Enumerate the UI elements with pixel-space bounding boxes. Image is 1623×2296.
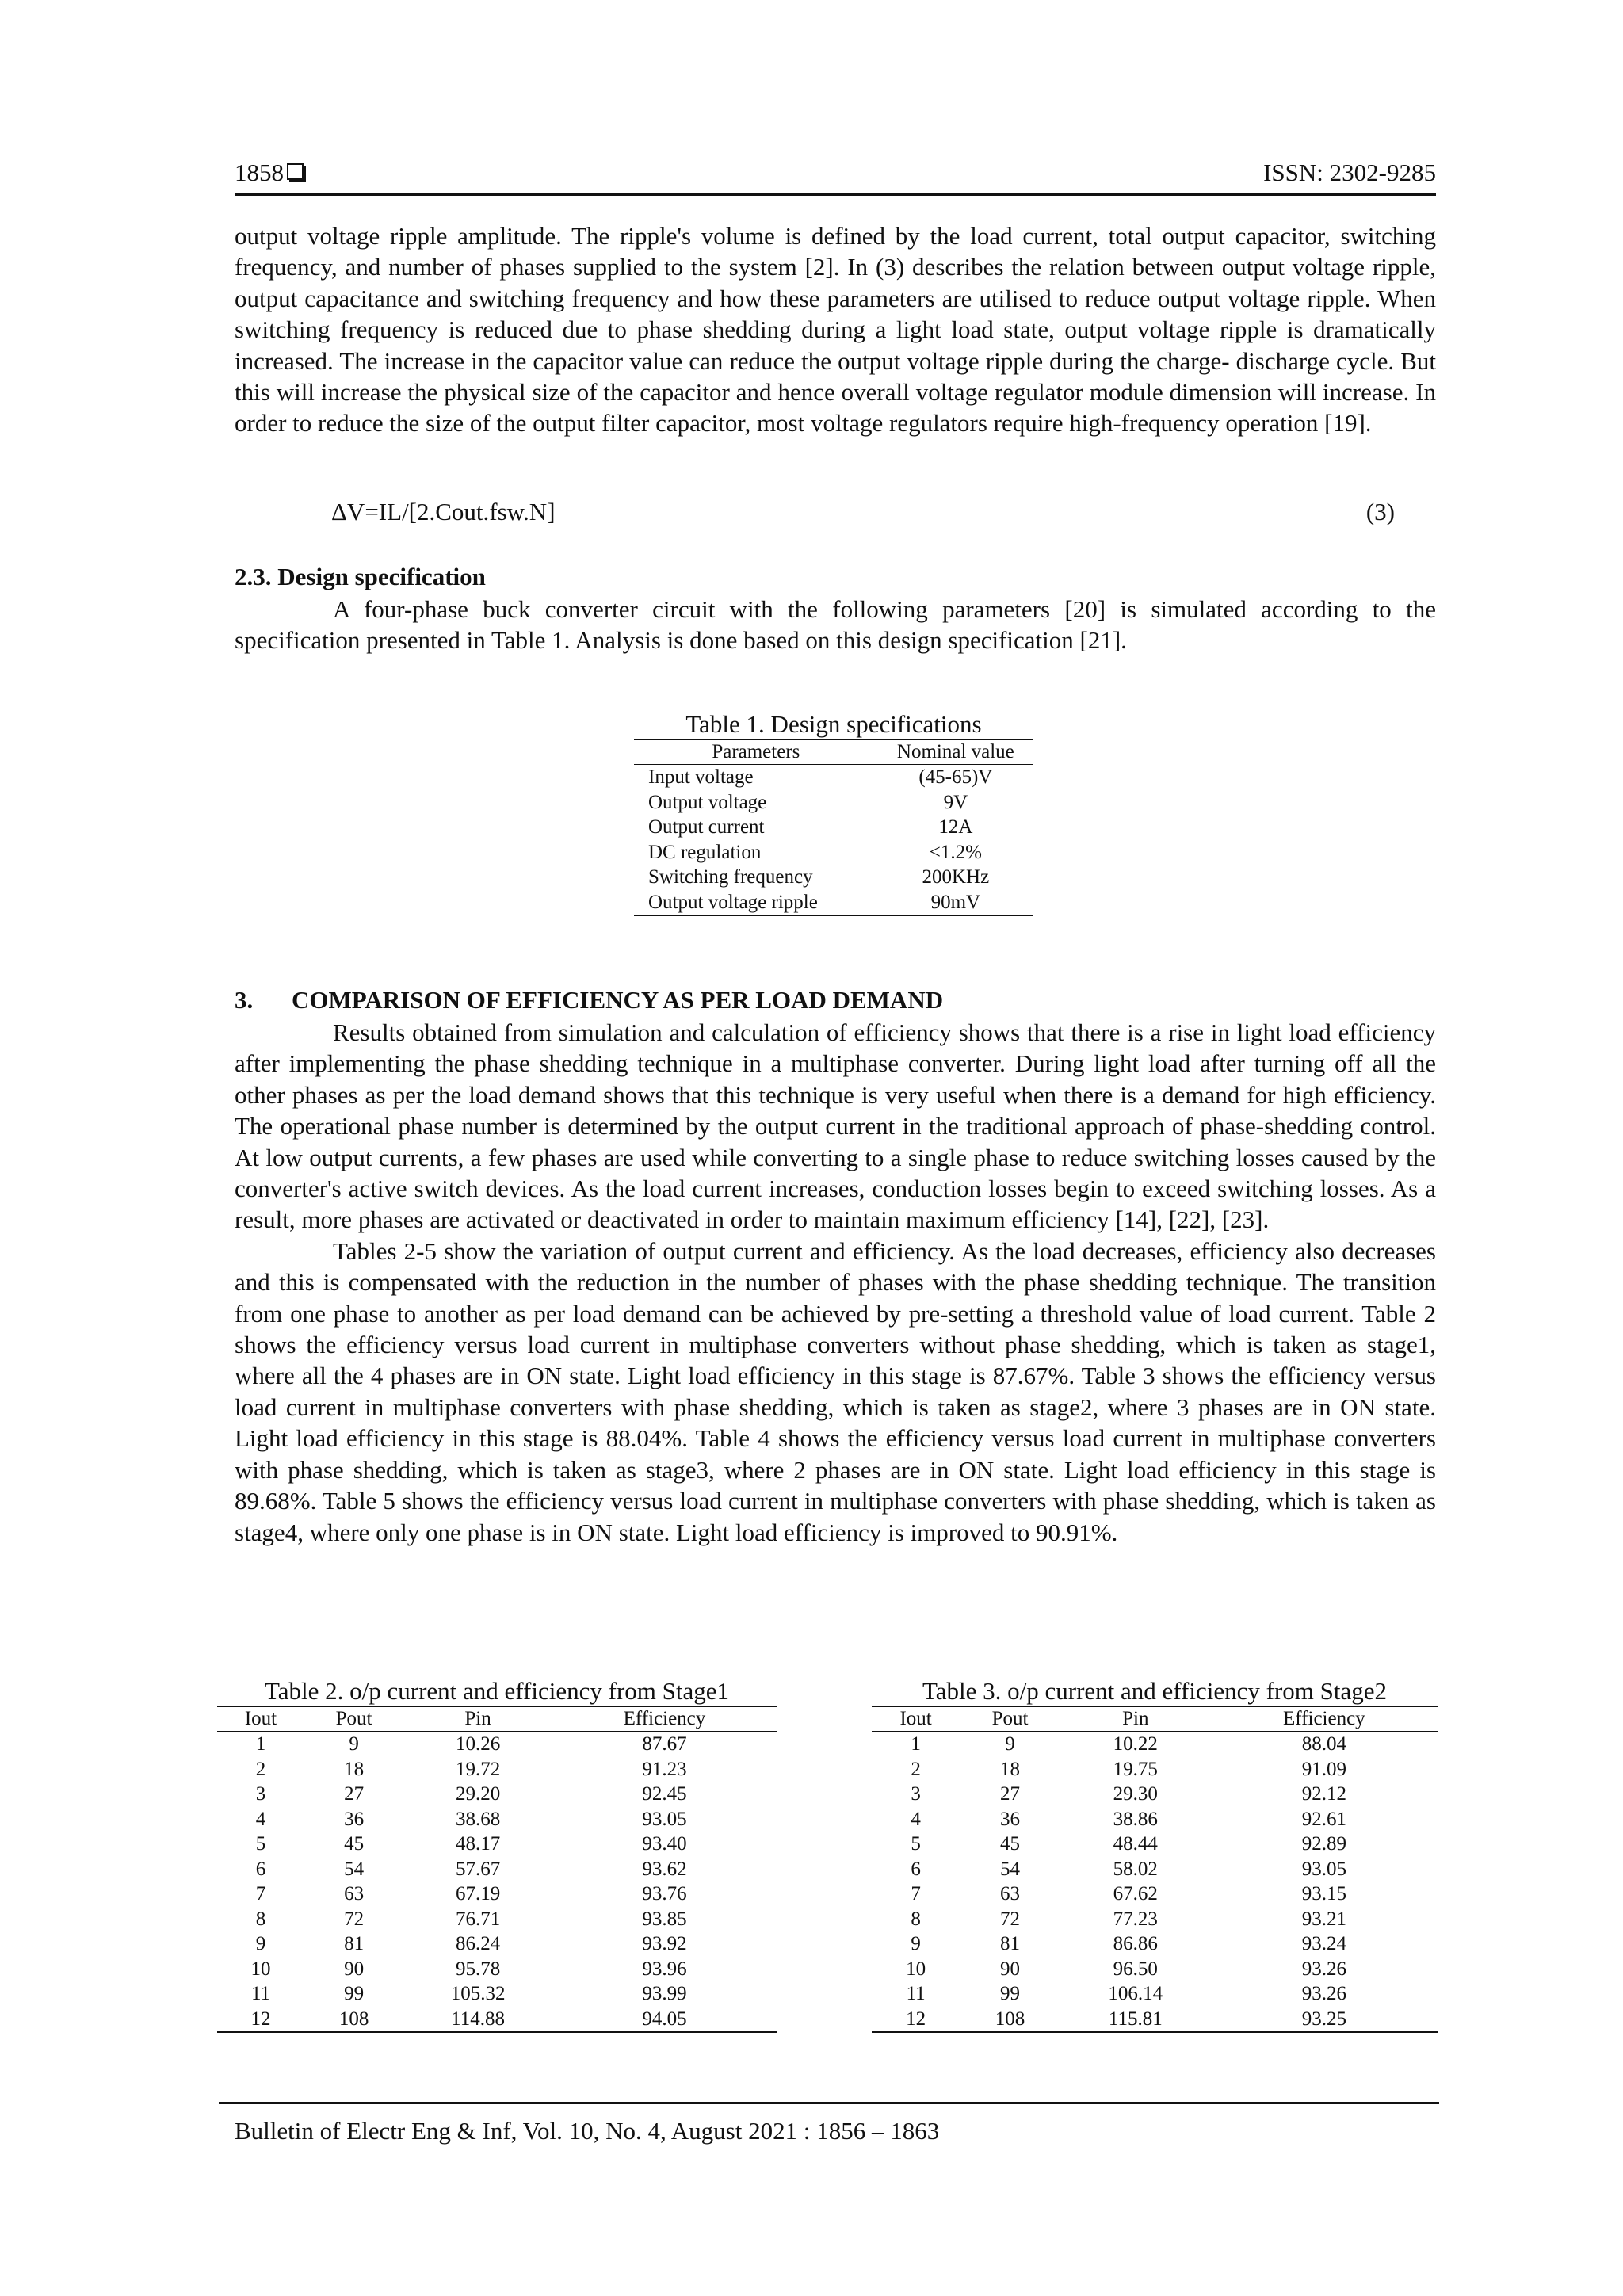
table-row: 11 99 105.32 93.99 [250, 1983, 687, 2004]
table-row: 8 72 77.23 93.21 [911, 1908, 1346, 1930]
section-3-heading [235, 986, 943, 1014]
square-icon [287, 163, 304, 180]
column-header: Parameters [634, 739, 878, 765]
page-header [235, 155, 1436, 196]
table-row: 8 72 76.71 93.85 [255, 1908, 687, 1930]
section-2-3-paragraph: A four-phase buck converter circuit with the following parameters [20] is simulated according to the specification presented in Table 1. Analysis is done based on this design specification [21]. [235, 595, 1436, 655]
equation-number: (3) [1365, 498, 1395, 525]
table-2 [217, 1677, 777, 2033]
table-row: 9 81 86.24 93.92 [255, 1933, 687, 1954]
section-3-paragraph-1: Results obtained from simulation and calculation of efficiency shows that there is a rise in light load efficiency after implementing the phase shedding technique in a multiphase converter. During light load after turning off all the other phases as per the load demand shows that this technique is very useful when there is a demand for high efficiency. The operational phase number is determined by the output current in the traditional approach of phase-shedding control. At low output currents, a few phases are used while converting to a single phase to reduce switching losses caused by the converter's active switch devices. As the load current increases, conduction losses begin to exceed switching losses. As a result, more phases are activated or deactivated in order to maintain maximum efficiency [14], [22], [23]. [235, 1018, 1436, 1234]
table-row: 5 45 48.44 92.89 [911, 1833, 1346, 1855]
column-header: Pout [304, 1706, 403, 1732]
table-row: 5 45 48.17 93.40 [255, 1833, 687, 1855]
table-row: 9 81 86.86 93.24 [911, 1933, 1346, 1954]
table-2-grid [217, 1706, 777, 2033]
table-1 [634, 710, 1033, 916]
table-row: 12 108 114.88 94.05 [250, 2008, 687, 2030]
table-row: DC regulation <1.2% [648, 841, 982, 863]
table-3 [872, 1677, 1438, 2033]
section-3-body [235, 1017, 1436, 1548]
table-row: 6 54 58.02 93.05 [911, 1858, 1346, 1880]
table-row: Input voltage (45-65)V [648, 766, 993, 788]
column-header: Nominal value [878, 739, 1033, 765]
page-number: 1858 [235, 159, 304, 187]
column-header: Pout [960, 1706, 1060, 1732]
table-row: 12 108 115.81 93.25 [906, 2008, 1346, 2030]
section-3-paragraph-2: Tables 2-5 show the variation of output current and efficiency. As the load decreases, efficiency also decreases and this is compensated with the reduction in the number of phases with the phase shedding technique. The transition from one phase to another as per load demand can be achieved by pre-setting a threshold value of load current. Table 2 shows the efficiency versus load current in multiphase converters without phase shedding, which is taken as stage1, where all the 4 phases are in ON state. Light load efficiency in this stage is 87.67%. Table 3 shows the efficiency versus load current in multiphase converters with phase shedding, which is taken as stage2, where 3 phases are in ON state. Light load efficiency in this stage is 88.04%. Table 4 shows the efficiency versus load current in multiphase converters with phase shedding, which is taken as stage3, where 2 phases are in ON state. Light load efficiency in this stage is 89.68%. Table 5 shows the efficiency versus load current in multiphase converters with phase shedding, which is taken as stage4, where only one phase is in ON state. Light load efficiency is improved to 90.91%. [235, 1236, 1436, 1546]
table-row: 4 36 38.68 93.05 [255, 1808, 687, 1830]
section-title: COMPARISON OF EFFICIENCY AS PER LOAD DEMAND [292, 986, 944, 1014]
table-3-caption: Table 3. o/p current and efficiency from Stage2 [922, 1677, 1388, 1705]
table-row: 1 9 10.22 88.04 [911, 1733, 1346, 1755]
table-row: 6 54 57.67 93.62 [255, 1858, 687, 1880]
table-row: 3 27 29.20 92.45 [255, 1783, 687, 1805]
table-1-caption: Table 1. Design specifications [685, 710, 982, 738]
section-number: 3. [235, 986, 254, 1014]
table-2-caption: Table 2. o/p current and efficiency from Stage1 [264, 1677, 730, 1705]
table-row: 3 27 29.30 92.12 [911, 1783, 1346, 1805]
table-row: 2 18 19.75 91.09 [911, 1758, 1346, 1780]
table-row: Output voltage 9V [648, 791, 968, 813]
column-header: Iout [872, 1706, 960, 1732]
intro-paragraph: output voltage ripple amplitude. The ripple's volume is defined by the load current, total output capacitor, switching frequency, and number of phases supplied to the system [2]. In (3) describes the relation between output voltage ripple, output capacitance and switching frequency and how these parameters are utilised to reduce output voltage ripple. When switching frequency is reduced due to phase shedding during a light load state, output voltage ripple is dramatically increased. The increase in the capacitor value can reduce the output voltage ripple during the charge- discharge cycle. But this will increase the physical size of the capacitor and hence overall voltage regulator module dimension will increase. In order to reduce the size of the output filter capacitor, most voltage regulators require high-frequency operation [19]. [235, 222, 1436, 437]
page-footer [219, 2102, 1439, 2145]
table-row: Switching frequency 200KHz [648, 866, 990, 888]
table-3-grid [872, 1706, 1438, 2033]
column-header: Pin [403, 1706, 552, 1732]
table-row: 11 99 106.14 93.26 [906, 1983, 1346, 2004]
equation-3 [331, 498, 1395, 526]
section-2-3-heading: 2.3. Design specification [235, 563, 486, 590]
column-header: Iout [217, 1706, 304, 1732]
table-row: Output voltage ripple 90mV [648, 891, 981, 913]
equation-text: ΔV=IL/[2.Cout.fsw.N] [331, 498, 556, 525]
issn: ISSN: 2302-9285 [1263, 159, 1436, 186]
table-1-grid [634, 739, 1033, 916]
table-row: 10 90 96.50 93.26 [906, 1958, 1346, 1980]
table-row: Output current 12A [648, 816, 973, 838]
column-header: Efficiency [1211, 1706, 1438, 1732]
column-header: Efficiency [552, 1706, 777, 1732]
table-row: 1 9 10.26 87.67 [255, 1733, 687, 1755]
column-header: Pin [1060, 1706, 1211, 1732]
table-row: 4 36 38.86 92.61 [911, 1808, 1346, 1830]
footer-citation: Bulletin of Electr Eng & Inf, Vol. 10, No. 4, August 2021 : 1856 – 1863 [235, 2117, 940, 2145]
table-row: 2 18 19.72 91.23 [255, 1758, 687, 1780]
table-row: 7 63 67.62 93.15 [911, 1883, 1346, 1904]
table-row: 10 90 95.78 93.96 [250, 1958, 687, 1980]
table-row: 7 63 67.19 93.76 [255, 1883, 687, 1904]
